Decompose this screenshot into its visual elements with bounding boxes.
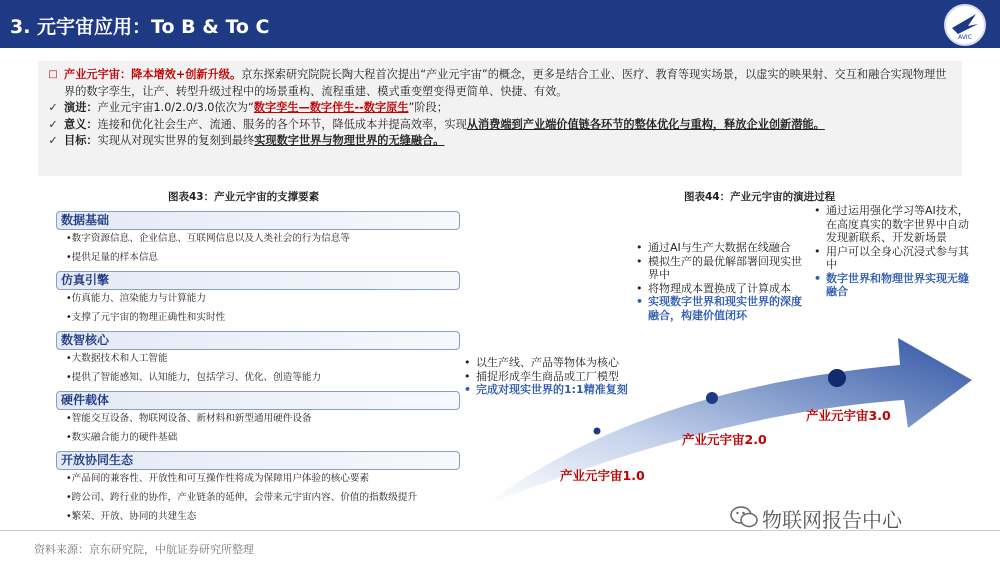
check-icon: ✓ — [48, 101, 58, 114]
stage-point: • 用户可以全身心沉浸式参与其中 — [814, 244, 969, 271]
square-bullet-icon: □ — [48, 69, 58, 80]
stage-point: • 以生产线、产品等物体为核心 — [464, 356, 619, 369]
left-figure-caption: 图表43：产业元宇宙的支撑要素 — [168, 191, 320, 203]
header-bar — [0, 0, 1000, 48]
stage-3-marker — [828, 369, 846, 387]
support-elements-diagram — [56, 211, 460, 530]
stage-2-description — [634, 241, 806, 322]
category-item: •智能交互设备、物联网设备、新材料和新型通用硬件设备 — [66, 413, 312, 424]
summary-text: 产业元宇宙1.0/2.0/3.0依次为“ — [97, 101, 254, 114]
stage-highlight: • 实现数字世界和现实世界的深度融合，构建价值闭环 — [636, 295, 802, 322]
stage-point: • 将物理成本置换成了计算成本 — [636, 281, 791, 295]
logo-icon — [946, 6, 984, 44]
category-item: •提供足量的样本信息 — [66, 252, 159, 263]
summary-line-evolution — [46, 100, 954, 117]
check-icon: ✓ — [48, 134, 58, 147]
summary-label: 意义： — [64, 117, 98, 131]
category-item: •跨公司、跨行业的协作，产业链条的延伸，会带来元宇宙内容、价值的指数级提升 — [66, 492, 418, 503]
check-icon: ✓ — [48, 117, 58, 131]
category-item: •数实融合能力的硬件基础 — [66, 432, 178, 443]
company-logo — [944, 4, 986, 46]
category-item: •数字资源信息、企业信息、互联网信息以及人类社会的行为信息等 — [66, 233, 350, 244]
source-note: 资料来源：京东研究院，中航证券研究所整理 — [34, 543, 254, 556]
stage-highlight: • 数字世界和物理世界实现无缝融合 — [814, 271, 969, 298]
summary-tail: ”阶段； — [408, 101, 448, 114]
stage-label-2: 产业元宇宙2.0 — [682, 432, 767, 447]
summary-line-goal — [46, 133, 954, 150]
category-digital-intelligence-core: 数智核心 — [56, 331, 460, 350]
summary-text: 实现从对现实世界的复刻到最终 — [97, 134, 255, 147]
category-item: •提供了智能感知、认知能力，包括学习、优化、创造等能力 — [66, 372, 322, 383]
source-footer — [0, 530, 1000, 556]
right-figure-caption: 图表44：产业元宇宙的演进过程 — [684, 191, 836, 203]
stage-3-description — [812, 204, 972, 299]
stage-1-marker — [594, 428, 601, 435]
stage-1-description — [462, 356, 662, 397]
category-item: •繁荣、开放、协同的共建生态 — [66, 511, 197, 522]
category-data-foundation: 数据基础 — [56, 211, 460, 230]
category-hardware-carrier: 硬件载体 — [56, 391, 460, 410]
category-simulation-engine: 仿真引擎 — [56, 271, 460, 290]
summary-line-significance — [46, 117, 954, 134]
stage-point: • 模拟生产的最优解部署回现实世界中 — [636, 254, 802, 281]
summary-label: 演进： — [64, 101, 98, 114]
summary-text: 连接和优化社会生产、流通、服务的各个环节，降低成本并提高效率，实现 — [97, 117, 467, 131]
stage-label-1: 产业元宇宙1.0 — [560, 468, 645, 483]
category-item: •支撑了元宇宙的物理正确性和实时性 — [66, 312, 226, 323]
stage-point: • 通过AI与生产大数据在线融合 — [636, 241, 791, 254]
evolution-arrow — [480, 300, 980, 520]
wechat-icon — [730, 505, 758, 529]
summary-text: 京东探索研究院院长陶大程首次提出“产业元宇宙”的概念，更多是结合工业、医疗、教育等现实场景，以虚实的映果射、交互和融合实现物理世界的数字孪生，让产、转型升级过程中的场景重构、流程重建、模式重变塑变得更简单、快捷、有效。 — [64, 68, 947, 98]
summary-label: 目标： — [64, 134, 98, 147]
category-item: •仿真能力、渲染能力与计算能力 — [66, 293, 206, 304]
category-item: •大数据技术和人工智能 — [66, 353, 168, 364]
summary-line-industrial-metaverse — [46, 67, 954, 100]
stage-highlight: • 完成对现实世界的1:1精准复刻 — [464, 383, 628, 396]
stage-point: • 捕捉形成孪生商品或工厂模型 — [464, 369, 619, 383]
summary-highlight: 数字孪生—数字伴生--数字原生 — [253, 101, 409, 114]
summary-label: 产业元宇宙：降本增效+创新升级。 — [64, 68, 242, 81]
watermark: 物联网报告中心 — [762, 508, 902, 532]
page-title: 3. 元宇宙应用：To B & To C — [10, 16, 270, 38]
category-open-ecosystem: 开放协同生态 — [56, 451, 460, 470]
summary-highlight: 从消费端到产业端价值链各环节的整体优化与重构，释放企业创新潜能。 — [466, 117, 825, 131]
summary-box — [38, 61, 962, 176]
summary-highlight: 实现数字世界与物理世界的无缝融合。 — [254, 134, 445, 147]
stage-label-3: 产业元宇宙3.0 — [806, 408, 891, 423]
logo-text: AVIC — [958, 34, 972, 41]
stage-2-marker — [706, 392, 718, 404]
stage-point: • 通过运用强化学习等AI技术，在高度真实的数字世界中自动发现新联系、开发新场景 — [814, 204, 969, 244]
category-item: •产品间的兼容性、开放性和可互操作性将成为保障用户体验的核心要素 — [66, 473, 370, 484]
